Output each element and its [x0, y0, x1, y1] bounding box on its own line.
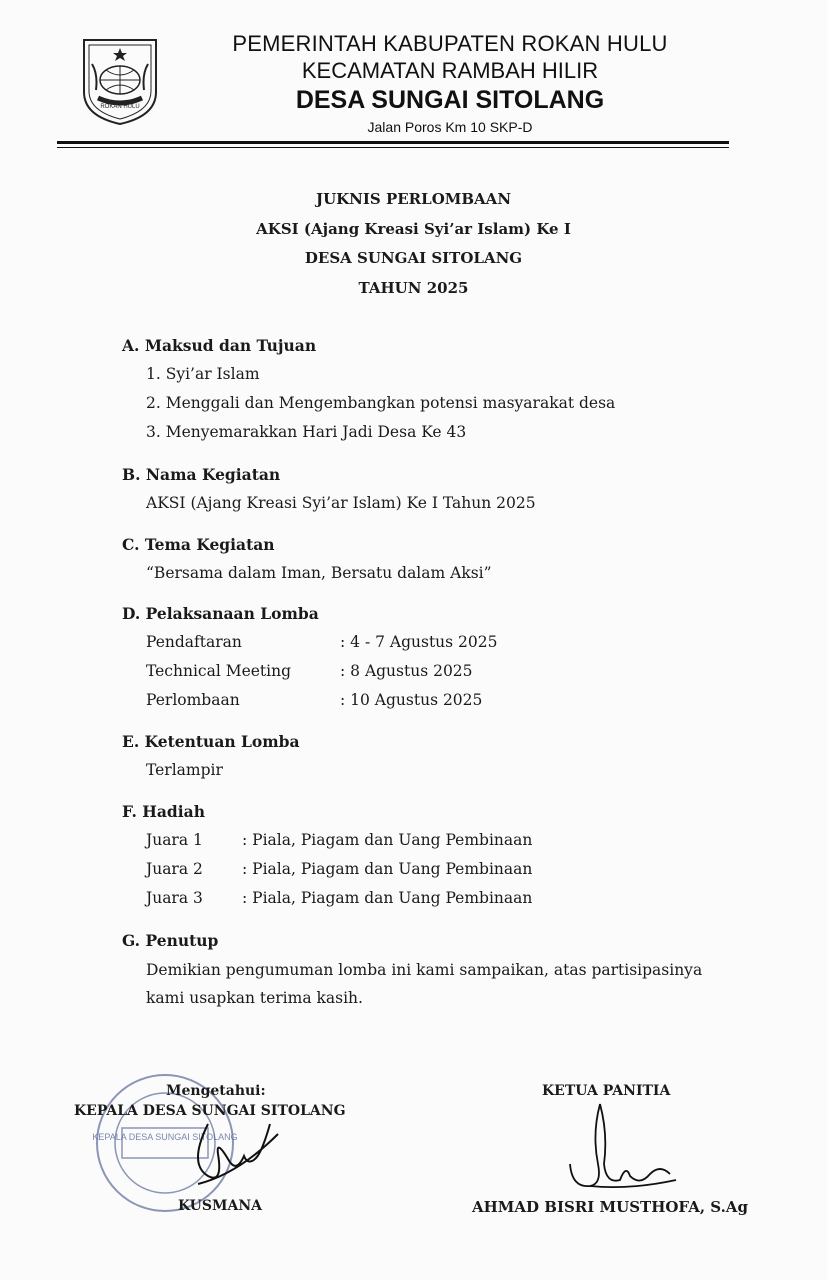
title-line1: JUKNIS PERLOMBAAN [315, 190, 512, 208]
letterhead-line3: DESA SUNGAI SITOLANG [295, 86, 605, 114]
section-d-heading: D. Pelaksanaan Lomba [122, 604, 319, 623]
regency-logo-icon [78, 34, 162, 126]
schedule-label: Technical Meeting [146, 662, 292, 680]
letterhead-rule-thin [57, 147, 729, 148]
section-a-heading: A. Maksud dan Tujuan [122, 336, 317, 355]
logo-text: ROKAN HULU [100, 104, 140, 110]
village-head-name: KUSMANA [178, 1198, 263, 1214]
prize-value: : Piala, Piagam dan Uang Pembinaan [242, 831, 533, 849]
prize-label: Juara 2 [146, 860, 203, 878]
village-head-signature-icon [178, 1114, 288, 1194]
letterhead-line2: KECAMATAN RAMBAH HILIR [301, 58, 599, 83]
schedule-label: Perlombaan [146, 691, 240, 709]
title-line4: TAHUN 2025 [358, 278, 469, 297]
acknowledged-label: Mengetahui: [166, 1083, 266, 1099]
schedule-value: : 8 Agustus 2025 [340, 662, 473, 680]
section-e-text: Terlampir [146, 761, 223, 779]
prize-value: : Piala, Piagam dan Uang Pembinaan [242, 860, 533, 878]
section-b-text: AKSI (Ajang Kreasi Syi’ar Islam) Ke I Tahun 2025 [146, 494, 536, 512]
section-c-text: “Bersama dalam Iman, Bersatu dalam Aksi” [146, 564, 492, 582]
section-a-item: 2. Menggali dan Mengembangkan potensi masyarakat desa [146, 394, 616, 412]
letterhead-line1: PEMERINTAH KABUPATEN ROKAN HULU [232, 31, 668, 56]
title-line2: AKSI (Ajang Kreasi Syi’ar Islam) Ke I [256, 219, 571, 238]
section-g-heading: G. Penutup [122, 931, 219, 950]
section-a-item: 1. Syi’ar Islam [146, 365, 260, 383]
closing-line1: Demikian pengumuman lomba ini kami sampaikan, atas partisipasinya [146, 961, 703, 979]
prize-label: Juara 3 [146, 889, 203, 907]
letterhead [180, 30, 720, 138]
committee-chair-name: AHMAD BISRI MUSTHOFA, S.Ag [472, 1198, 748, 1216]
committee-chair-role: KETUA PANITIA [542, 1083, 671, 1099]
schedule-label: Pendaftaran [146, 633, 242, 651]
section-c-heading: C. Tema Kegiatan [122, 535, 275, 554]
schedule-value: : 4 - 7 Agustus 2025 [340, 633, 498, 651]
village-head-role: KEPALA DESA SUNGAI SITOLANG [74, 1103, 346, 1119]
committee-chair-signature-icon [560, 1094, 680, 1194]
title-line3: DESA SUNGAI SITOLANG [304, 249, 523, 267]
schedule-value: : 10 Agustus 2025 [340, 691, 483, 709]
prize-value: : Piala, Piagam dan Uang Pembinaan [242, 889, 533, 907]
section-b-heading: B. Nama Kegiatan [122, 465, 281, 484]
section-f-heading: F. Hadiah [122, 802, 205, 821]
prize-label: Juara 1 [146, 831, 203, 849]
document-title [0, 188, 827, 306]
letterhead-address: Jalan Poros Km 10 SKP-D [367, 119, 533, 135]
closing-line2: kami usapkan terima kasih. [146, 989, 363, 1007]
stamp-text: KEPALA DESA SUNGAI SITOLANG [92, 1132, 238, 1142]
section-e-heading: E. Ketentuan Lomba [122, 732, 300, 751]
section-a-item: 3. Menyemarakkan Hari Jadi Desa Ke 43 [146, 423, 467, 441]
letterhead-rule-thick [57, 141, 729, 144]
